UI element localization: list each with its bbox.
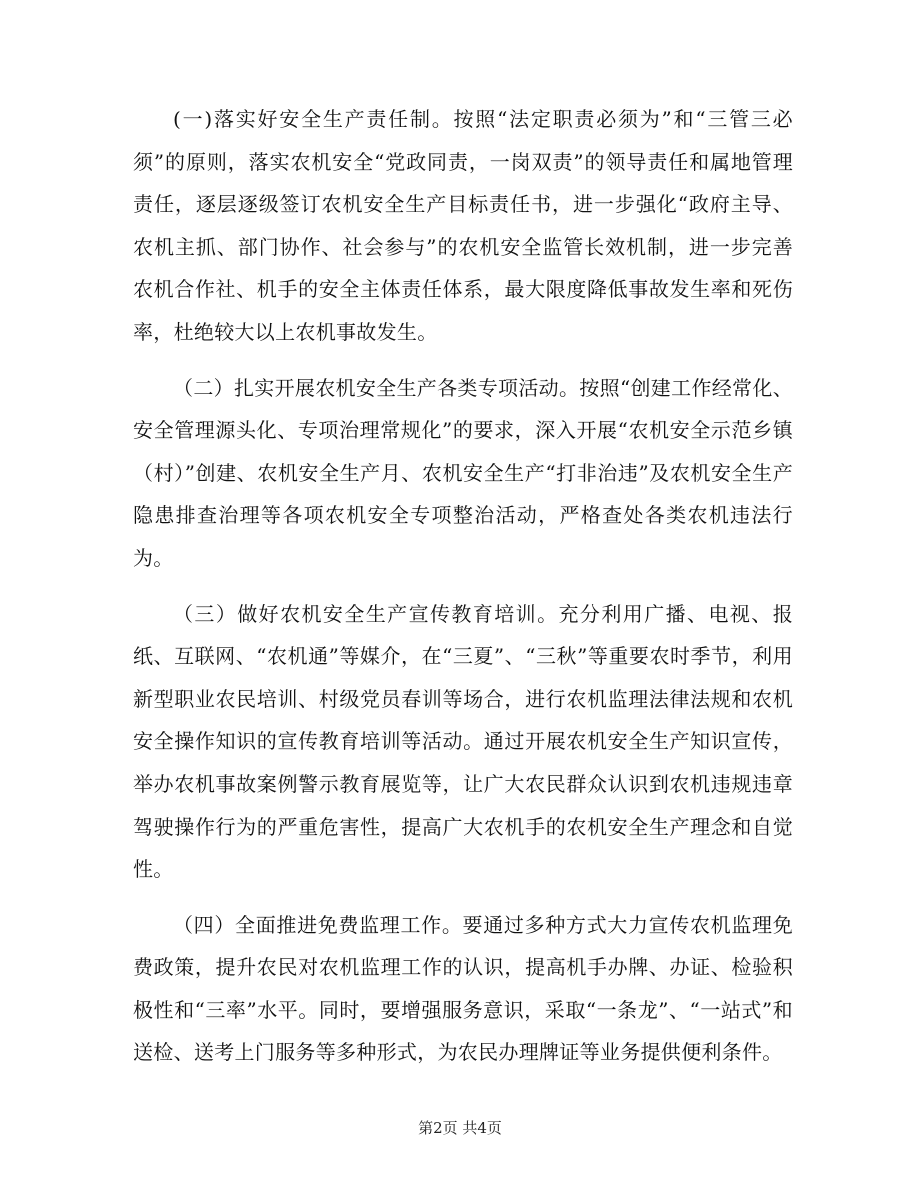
page-number-footer: 第2页 共4页 [418, 1119, 502, 1137]
paragraph-2: （二）扎实开展农机安全生产各类专项活动。按照“创建工作经常化、安全管理源头化、专项治理常规化”的要求，深入开展“农机安全示范乡镇（村）”创建、农机安全生产月、农机安全生产“打非治违”及农机安全生产隐患排查治理等各项农机安全专项整治活动，严格查处各类农机违法行为。 [133, 375, 793, 570]
paragraph-3: （三）做好农机安全生产宣传教育培训。充分利用广播、电视、报纸、互联网、“农机通”等媒介，在“三夏”、“三秋”等重要农时季节，利用新型职业农民培训、村级党员春训等场合，进行农机监理法律法规和农机安全操作知识的宣传教育培训等活动。通过开展农机安全生产知识宣传，举办农机事故案例警示教育展览等，让广大农民群众认识到农机违规违章驾驶操作行为的严重危害性，提高广大农机手的农机安全生产理念和自觉性。 [133, 601, 793, 882]
paragraph-1: (一)落实好安全生产责任制。按照“法定职责必须为”和“三管三必须”的原则，落实农机安全“党政同责，一岗双责”的领导责任和属地管理责任，逐层逐级签订农机安全生产目标责任书，进一步强化“政府主导、农机主抓、部门协作、社会参与”的农机安全监管长效机制，进一步完善农机合作社、机手的安全主体责任体系，最大限度降低事故发生率和死伤率，杜绝较大以上农机事故发生。 [133, 107, 793, 344]
document-body [133, 98, 793, 1087]
paragraph-4: （四）全面推进免费监理工作。要通过多种方式大力宣传农机监理免费政策，提升农民对农机监理工作的认识，提高机手办牌、办证、检验积极性和“三率”水平。同时，要增强服务意识，采取“一条龙”、“一站式”和送检、送考上门服务等多种形式，为农民办理牌证等业务提供便利条件。 [133, 912, 793, 1065]
